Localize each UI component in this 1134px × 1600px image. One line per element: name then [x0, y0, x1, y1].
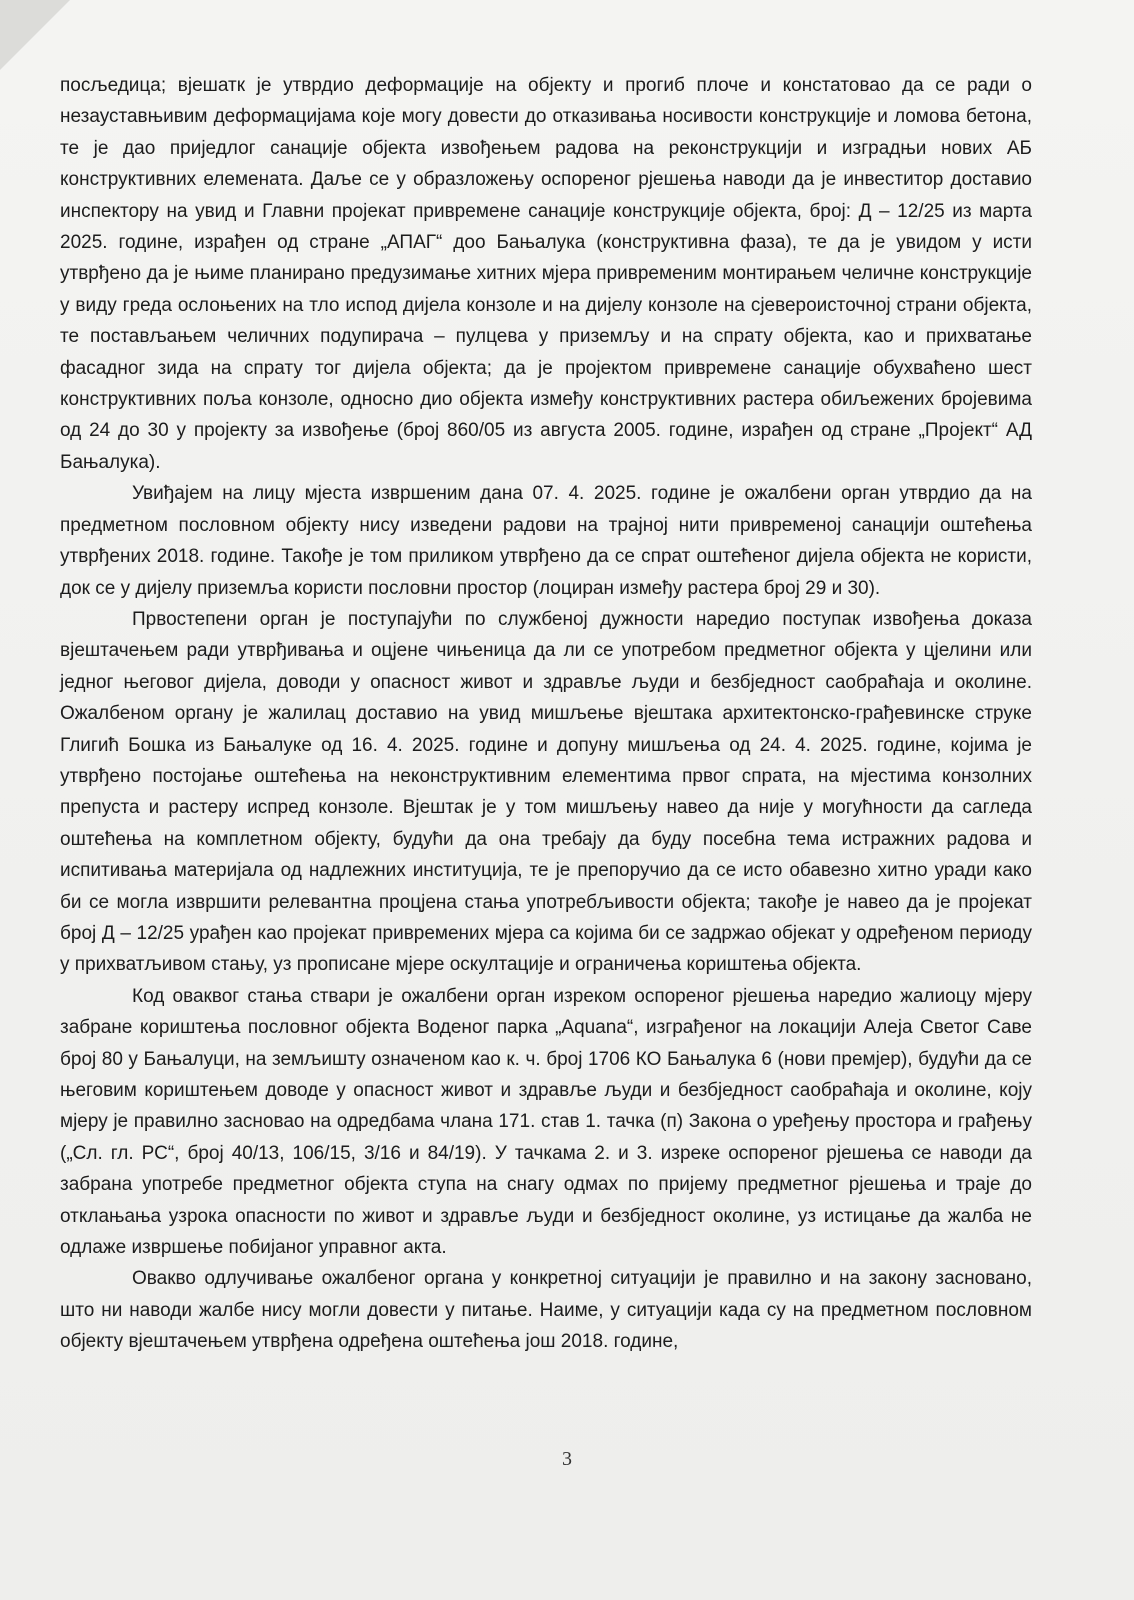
document-body	[60, 70, 1032, 1358]
page-number: 3	[562, 1448, 572, 1470]
paragraph-continuation: посљедица; вјешатк је утврдио деформације на објекту и прогиб плоче и констатовао да се ради о незауставњивим деформацијама које могу довести до отказивања носивости конструкције и ломова бетона, те је дао приједлог санације објекта извођењем радова на реконструкцији и изградњи нових АБ конструктивних елемената. Даље се у образложењу оспореног рјешења наводи да је инвеститор доставио инспектору на увид и Главни пројекат привремене санације конструкције објекта, број: Д – 12/25 из марта 2025. године, израђен од стране „АПАГ“ доо Бањалука (конструктивна фаза), те да је увидом у исти утврђено да је њиме планирано предузимање хитних мјера привременим монтирањем челичне конструкције у виду греда ослоњених на тло испод дијела конзоле и на дијелу конзоле на сјевероисточној страни објекта, те постављањем челичних подупирача – пулцева у приземљу и на спрату објекта, као и прихватање фасадног зида на спрату тог дијела објекта; да је пројектом привремене санације обухваћено шест конструктивних поља конзоле, односно дио објекта између конструктивних растера обиљежених бројевима од 24 до 30 у пројекту за извођење (број 860/05 из августа 2005. године, израђен од стране „Пројект“ АД Бањалука).	[60, 75, 1032, 473]
paragraph-expert-opinion: Првостепени орган је поступајући по службеној дужности наредио поступак извођења доказа вјештачењем ради утврђивања и оцјене чињеница да ли се употребом предметног објекта у цјелини или једног његовог дијела, доводи у опасност живот и здравље људи и безбједност саобраћаја и околине. Ожалбеном органу је жалилац доставио на увид мишљење вјештака архитектонско-грађевинске струке Глигић Бошка из Бањалуке од 16. 4. 2025. године и допуну мишљења од 24. 4. 2025. године, којима је утврђено постојање оштећења на неконструктивним елементима првог спрата, на мјестима конзолних препуста и растеру испред конзоле. Вјештак је у том мишљењу навео да није у могућности да сагледа оштећења на комплетном објекту, будући да она требају да буду посебна тема истражних радова и испитивања материјала од надлежних институција, те је препоручио да се исто обавезно хитно уради како би се могла извршити релевантна процјена стања употребљивости објекта; такође је навео да је пројекат број Д – 12/25 урађен као пројекат привремених мјера са којима би се задржао објекат у одређеном периоду у прихватљивом стању, уз прописане мјере оскултације и ограничења кориштења објекта.	[60, 608, 1032, 976]
page-corner-fold	[0, 0, 70, 70]
paragraph-decision-assessment: Овакво одлучивање ожалбеног органа у конкретној ситуацији је правилно и на закону засновано, што ни наводи жалбе нису могли довести у питање. Наиме, у ситуацији када су на предметном пословном објекту вјештачењем утврђена одређена оштећења још 2018. године,	[60, 1268, 1032, 1353]
paragraph-ban-measure: Код оваквог стања ствари је ожалбени орган изреком оспореног рјешења наредио жалиоцу мјеру забране кориштења пословног објекта Воденог парка „Aquana“, изграђеног на локацији Алеја Светог Саве број 80 у Бањалуци, на земљишту означеном као к. ч. број 1706 КО Бањалука 6 (нови премјер), будући да се његовим кориштењем доводе у опасност живот и здравље људи и безбједност саобраћаја и околине, коју мјеру је правилно засновао на одредбама члана 171. став 1. тачка (п) Закона о уређењу простора и грађењу („Сл. гл. РС“, број 40/13, 106/15, 3/16 и 84/19). У тачкама 2. и 3. изреке оспореног рјешења се наводи да забрана употребе предметног објекта ступа на снагу одмах по пријему предметног рјешења и траје до отклањања узрока опасности по живот и здравље људи и безбједност околине, уз истицање да жалба не одлаже извршење побијаног управног акта.	[60, 985, 1032, 1259]
paragraph-inspection: Увиђајем на лицу мјеста извршеним дана 07. 4. 2025. године је ожалбени орган утврдио да на предметном пословном објекту нису изведени радови на трајној нити привременој санацији оштећења утврђених 2018. године. Такође је том приликом утврђено да се спрат оштећеног дијела објекта не користи, док се у дијелу приземља користи пословни простор (лоциран између растера број 29 и 30).	[60, 483, 1032, 599]
